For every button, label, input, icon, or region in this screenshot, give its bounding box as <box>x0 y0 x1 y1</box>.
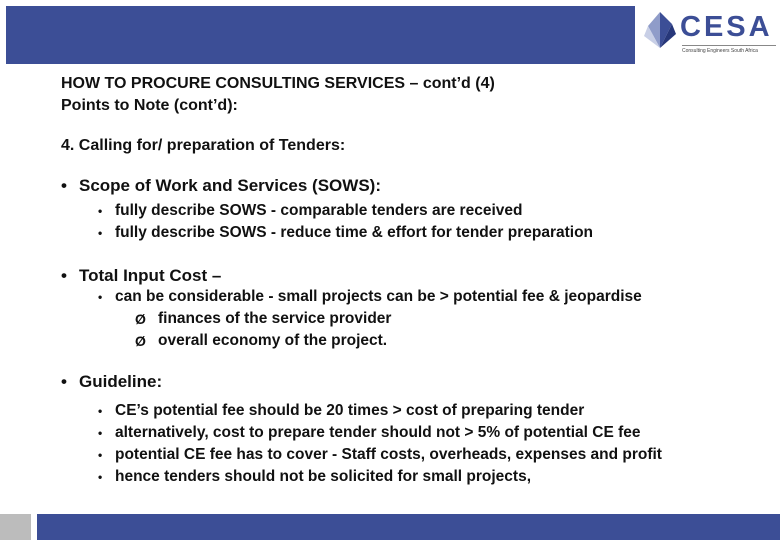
bullet-icon: • <box>98 290 103 304</box>
arrow-bullet-icon: Ø <box>135 311 146 327</box>
list-item-text: CE’s potential fee should be 20 times > cost of preparing tender <box>115 402 585 419</box>
list-item-text: overall economy of the project. <box>158 332 388 349</box>
list-item <box>61 400 761 422</box>
bullet-total-input-cost <box>61 266 761 286</box>
sublist-scope-of-work <box>61 200 761 244</box>
bullet-scope-of-work <box>61 176 761 196</box>
list-item <box>61 308 761 330</box>
bullet-icon: • <box>61 266 67 285</box>
list-item-text: potential CE fee has to cover - Staff costs, overheads, expenses and profit <box>115 446 662 463</box>
header-bar <box>0 6 635 64</box>
globe-icon <box>642 10 678 50</box>
cesa-logo <box>642 6 776 62</box>
list-item-text: alternatively, cost to prepare tender should not > 5% of potential CE fee <box>115 424 641 441</box>
list-item-text: fully describe SOWS - reduce time & effort for tender preparation <box>115 224 594 241</box>
bullet-icon: • <box>61 372 67 391</box>
bullet-icon: • <box>98 448 103 462</box>
bullet-icon: • <box>98 204 103 218</box>
list-item <box>61 286 761 308</box>
list-item <box>61 444 761 466</box>
bullet-icon: • <box>98 404 103 418</box>
bullet-label: Guideline: <box>79 372 163 391</box>
logo-tagline: Consulting Engineers South Africa <box>682 45 776 54</box>
list-item <box>61 200 761 222</box>
footer-accent <box>0 514 31 540</box>
list-item <box>61 330 761 352</box>
bullet-icon: • <box>98 470 103 484</box>
bullet-label: Total Input Cost – <box>79 266 222 285</box>
header-bar-edge <box>0 6 6 64</box>
bullet-icon: • <box>98 226 103 240</box>
list-item-text: finances of the service provider <box>158 310 392 327</box>
section-heading: 4. Calling for/ preparation of Tenders: <box>61 137 346 154</box>
bullet-icon: • <box>61 176 67 195</box>
bullet-label: Scope of Work and Services (SOWS): <box>79 176 381 195</box>
arrow-bullet-icon: Ø <box>135 333 146 349</box>
list-item-text: fully describe SOWS - comparable tenders are received <box>115 202 523 219</box>
list-item <box>61 222 761 244</box>
bullet-icon: • <box>98 426 103 440</box>
sublist-total-input-cost <box>61 286 761 352</box>
sublist-guideline <box>61 400 761 488</box>
bullet-guideline <box>61 372 761 392</box>
slide-title: HOW TO PROCURE CONSULTING SERVICES – cont’d (4) <box>61 75 495 92</box>
footer-bar <box>37 514 780 540</box>
slide-body <box>61 73 761 488</box>
list-item <box>61 422 761 444</box>
list-item <box>61 466 761 488</box>
list-item-text: can be considerable - small projects can be > potential fee & jeopardise <box>115 288 642 305</box>
slide-subtitle: Points to Note (cont’d): <box>61 97 238 114</box>
logo-wordmark: CESA <box>680 11 773 43</box>
list-item-text: hence tenders should not be solicited for small projects, <box>115 468 532 485</box>
